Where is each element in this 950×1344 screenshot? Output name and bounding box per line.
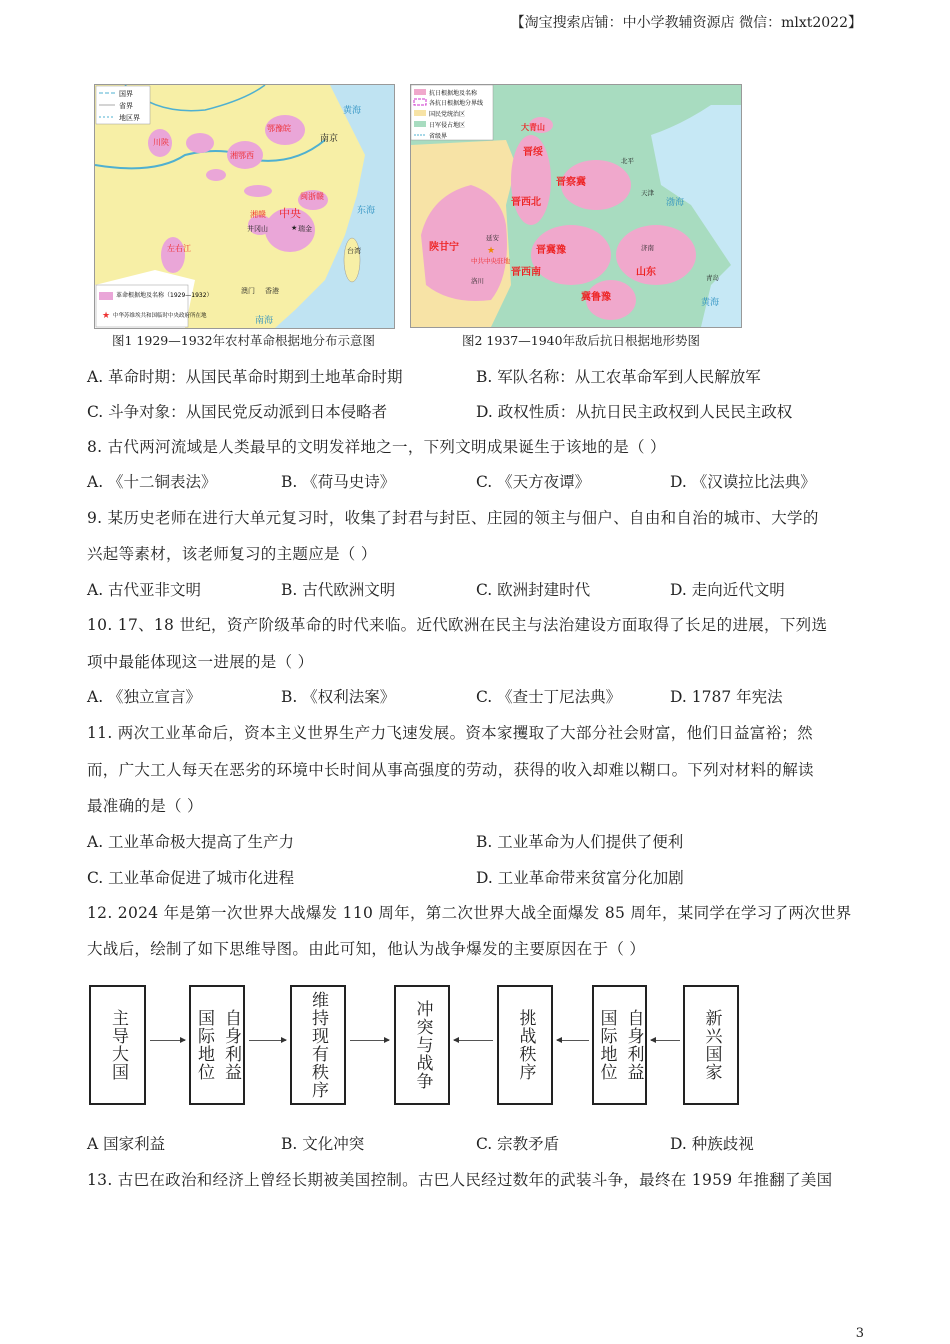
map-label: 山东	[636, 267, 656, 278]
mindmap-box-challenge-order: 挑战秩序	[497, 985, 553, 1105]
q9-option-b[interactable]: B. 古代欧洲文明	[281, 581, 396, 599]
page-number: 3	[855, 1326, 864, 1341]
q12-option-b[interactable]: B. 文化冲突	[281, 1135, 365, 1153]
map-label: 晋绥	[523, 147, 543, 158]
q10-option-b[interactable]: B. 《权利法案》	[281, 688, 396, 706]
q12-stem-line1: 12. 2024 年是第一次世界大战爆发 110 周年，第二次世界大战全面爆发 85 周年，某同学在学习了两次世界	[87, 904, 852, 922]
q7-option-b[interactable]: B. 军队名称：从工农革命军到人民解放军	[476, 368, 761, 386]
arrow-right-icon	[350, 1040, 389, 1041]
map-2-drawing	[411, 85, 741, 327]
map-label: 黄海	[343, 106, 362, 116]
map-label: 湘赣	[250, 210, 266, 219]
q9-stem-line1: 9. 某历史老师在进行大单元复习时，收集了封君与封臣、庄园的领主与佃户、自由和自治的城市、大学的	[87, 509, 819, 527]
q12-option-d[interactable]: D. 种族歧视	[670, 1135, 754, 1153]
map-label: 省级界	[429, 133, 448, 140]
map-label: 晋西北	[511, 197, 541, 208]
arrow-right-icon	[150, 1040, 185, 1041]
q10-stem-line2: 项中最能体现这一进展的是（ ）	[87, 653, 314, 671]
map-label: 抗日根据地及名称	[429, 90, 478, 97]
map-label: 青岛	[706, 274, 719, 282]
q9-option-a[interactable]: A. 古代亚非文明	[87, 581, 202, 599]
q11-stem-line2: 而，广大工人每天在恶劣的环境中长时间从事高强度的劳动，获得的收入却难以糊口。下列对材料的解读	[87, 761, 814, 779]
map-label: ★	[102, 311, 111, 321]
q7-option-d[interactable]: D. 政权性质：从抗日民主政权到人民民主政权	[476, 403, 793, 421]
q8-option-b[interactable]: B. 《荷马史诗》	[281, 473, 396, 491]
map-label: 东海	[357, 206, 376, 216]
mindmap-box-emerging-nations: 新兴国家	[683, 985, 739, 1105]
mindmap-box-interests-status-2: 国际地位 自身利益	[592, 985, 647, 1105]
map-label: 黄海	[701, 298, 720, 308]
legend-shengjie: 省界	[119, 102, 133, 110]
mindmap-box-interests-status: 国际地位 自身利益	[189, 985, 245, 1105]
q8-option-d[interactable]: D. 《汉谟拉比法典》	[670, 473, 816, 491]
q11-option-d[interactable]: D. 工业革命带来贫富分化加剧	[476, 869, 684, 887]
map-1-drawing	[95, 85, 394, 328]
map-label: 香港	[265, 287, 279, 295]
map-label: 澳门	[241, 287, 255, 295]
map-label: 闽浙赣	[300, 192, 324, 201]
q11-stem-line3: 最准确的是（ ）	[87, 797, 203, 815]
legend-diqujie: 地区界	[119, 114, 140, 122]
map-label: 晋冀豫	[536, 245, 566, 256]
map-label: 鄂豫皖	[267, 124, 291, 133]
map-figure-1	[94, 84, 395, 329]
map-label: 中央	[279, 207, 301, 220]
q8-option-a[interactable]: A. 《十二铜表法》	[87, 473, 217, 491]
map-label: 各抗日根据地分界线	[429, 100, 484, 107]
map-label: 国民党统治区	[429, 111, 466, 118]
arrow-right-icon	[249, 1040, 286, 1041]
map-label: 北平	[621, 157, 634, 165]
q8-stem: 8. 古代两河流域是人类最早的文明发祥地之一，下列文明成果诞生于该地的是（ ）	[87, 438, 666, 456]
q11-option-c[interactable]: C. 工业革命促进了城市化进程	[87, 869, 295, 887]
legend-guojie: 国界	[119, 90, 133, 98]
figure-2-caption: 图2 1937—1940年敌后抗日根据地形势图	[462, 333, 701, 348]
q13-stem-line1: 13. 古巴在政治和经济上曾经长期被美国控制。古巴人民经过数年的武装斗争，最终在 1959 年推翻了美国	[87, 1171, 833, 1189]
map-label: 洛川	[471, 277, 484, 285]
map-label: 渤海	[666, 198, 685, 208]
q12-stem-line2: 大战后，绘制了如下思维导图。由此可知，他认为战争爆发的主要原因在于（ ）	[87, 940, 646, 958]
mindmap-box-maintain-order: 维持现有秩序	[290, 985, 346, 1105]
q7-option-c[interactable]: C. 斗争对象：从国民党反动派到日本侵略者	[87, 403, 388, 421]
mindmap-box-dominant-power: 主导大国	[89, 985, 146, 1105]
map-label: 湘鄂西	[230, 151, 254, 160]
legend-base: 革命根据地及名称（1929—1932）	[116, 292, 213, 299]
map-label: 瑞金	[298, 225, 312, 233]
q10-option-c[interactable]: C. 《查士丁尼法典》	[476, 688, 622, 706]
arrow-left-icon	[454, 1040, 493, 1041]
q11-option-b[interactable]: B. 工业革命为人们提供了便利	[476, 833, 684, 851]
q10-option-a[interactable]: A. 《独立宣言》	[87, 688, 202, 706]
q9-stem-line2: 兴起等素材，该老师复习的主题应是（ ）	[87, 545, 377, 563]
map-label: 台湾	[347, 247, 361, 255]
figure-1-caption: 图1 1929—1932年农村革命根据地分布示意图	[112, 333, 376, 348]
map-label: 晋察冀	[556, 177, 586, 188]
map-label: 井冈山	[247, 225, 268, 233]
page-header: 【淘宝搜索店铺：中小学教辅资源店 微信：mlxt2022】	[510, 15, 862, 31]
q7-option-a[interactable]: A. 革命时期：从国民革命时期到土地革命时期	[87, 368, 403, 386]
map-label: 左右江	[167, 244, 191, 253]
map-label: 冀鲁豫	[581, 292, 611, 303]
map-label: 延安	[486, 234, 499, 242]
arrow-left-icon	[557, 1040, 589, 1041]
map-label: 日军侵占地区	[429, 122, 466, 129]
q12-option-c[interactable]: C. 宗教矛盾	[476, 1135, 560, 1153]
q10-stem-line1: 10. 17、18 世纪，资产阶级革命的时代来临。近代欧洲在民主与法治建设方面取得了长足的进展，下列选	[87, 616, 828, 634]
map-label: 陕甘宁	[429, 242, 459, 253]
map-label: 晋西南	[511, 267, 541, 278]
map-label: 济南	[641, 244, 654, 252]
q12-option-a[interactable]: A 国家利益	[87, 1135, 166, 1153]
legend-capital: 中华苏维埃共和国临时中央政府所在地	[113, 313, 207, 319]
map-label: 天津	[641, 189, 654, 197]
q11-stem-line1: 11. 两次工业革命后，资本主义世界生产力飞速发展。资本家攫取了大部分社会财富，他们日益富裕；然	[87, 724, 813, 742]
map-label: 大青山	[521, 123, 545, 132]
map-label: 南京	[320, 134, 339, 144]
map-label: ★	[487, 246, 496, 256]
q9-option-c[interactable]: C. 欧洲封建时代	[476, 581, 591, 599]
q8-option-c[interactable]: C. 《天方夜谭》	[476, 473, 591, 491]
map-label: ★	[291, 224, 298, 232]
arrow-left-icon	[651, 1040, 680, 1041]
mindmap-box-conflict-war: 冲突与战争	[394, 985, 450, 1105]
q11-option-a[interactable]: A. 工业革命极大提高了生产力	[87, 833, 295, 851]
map-label: 中共中央驻地	[471, 257, 510, 265]
q9-option-d[interactable]: D. 走向近代文明	[670, 581, 785, 599]
q10-option-d[interactable]: D. 1787 年宪法	[670, 688, 783, 706]
map-label: 川陕	[153, 138, 169, 147]
map-label: 南海	[255, 316, 274, 326]
map-figure-2	[410, 84, 742, 328]
